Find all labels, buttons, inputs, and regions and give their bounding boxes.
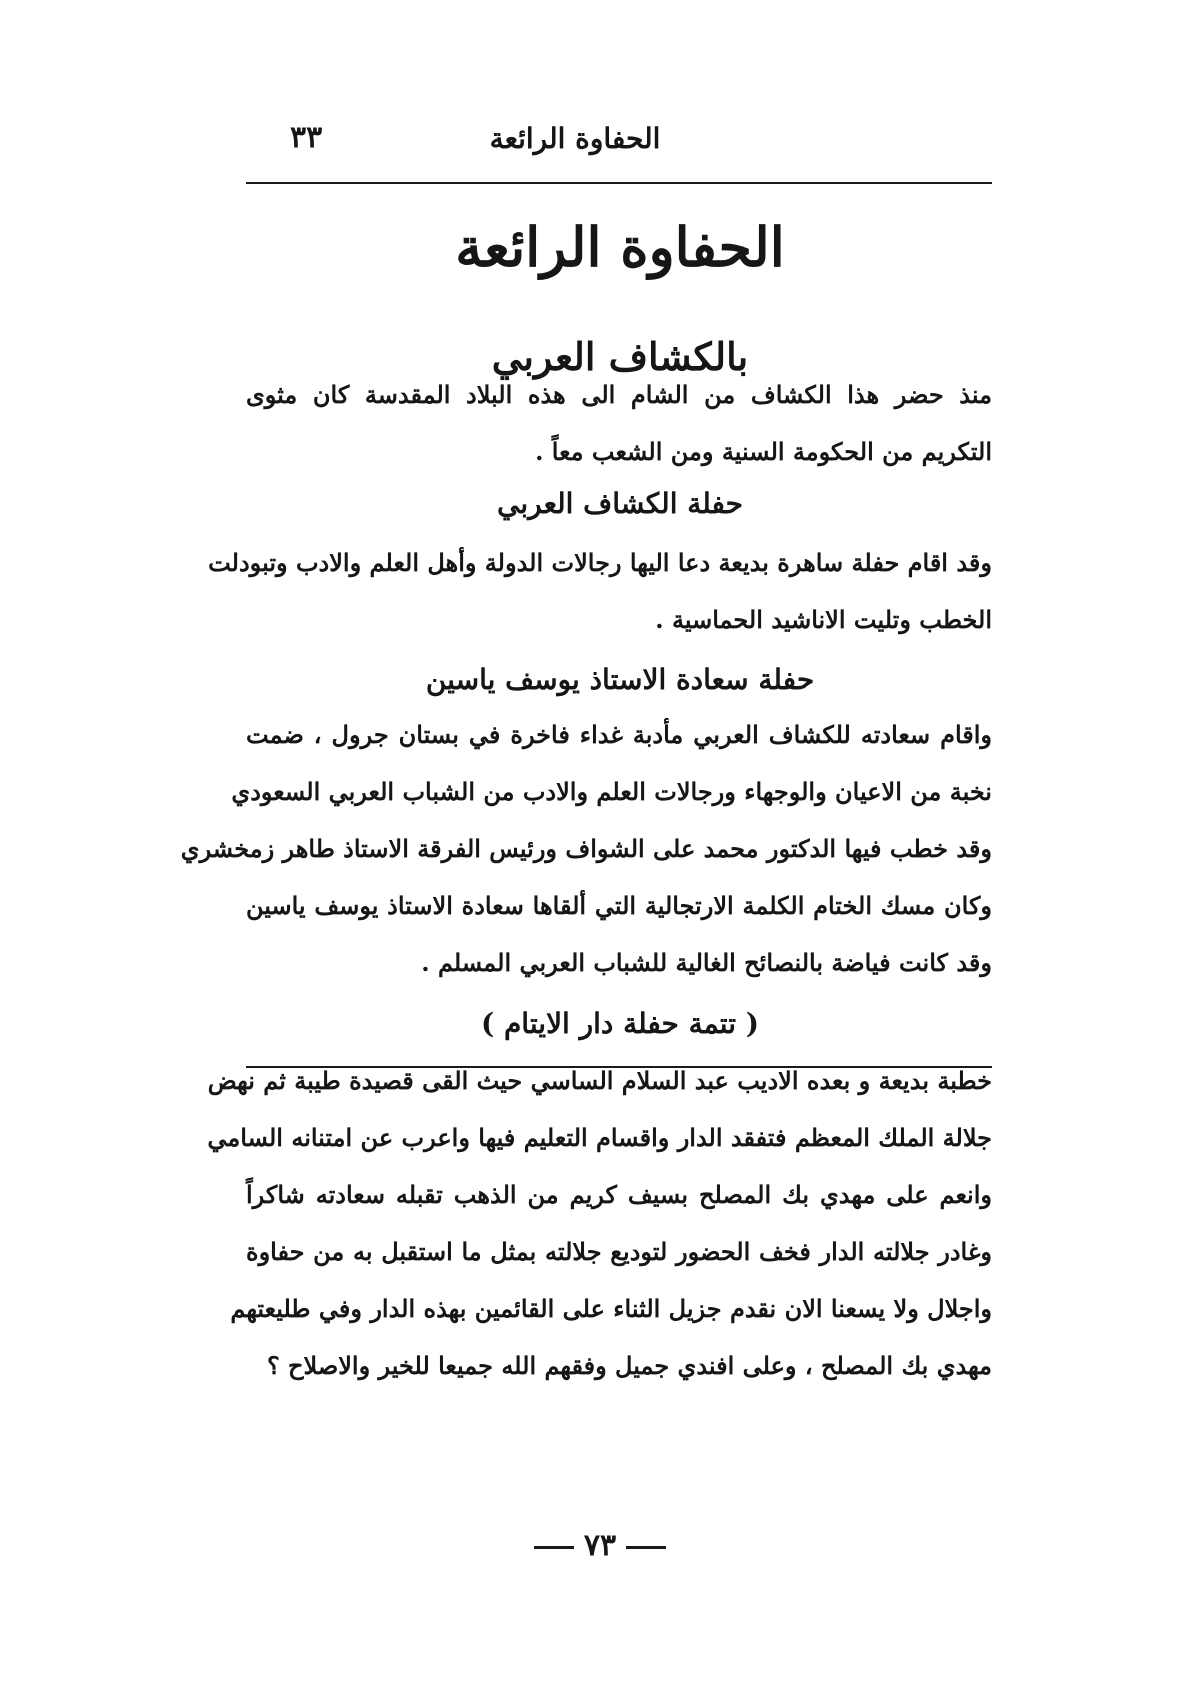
paragraph-line: واقام سعادته للكشاف العربي مأدبة غداء فاخرة في بستان جرول ، ضمت (246, 720, 992, 749)
footer-page-number (0, 1528, 1200, 1563)
paragraph-line: وقد كانت فياضة بالنصائح الغالية للشباب العربي المسلم . (421, 948, 992, 977)
paragraph-line: وقد اقام حفلة ساهرة بديعة دعا اليها رجالات الدولة وأهل العلم والادب وتبودلت (208, 548, 992, 577)
paragraph-line: الخطب وتليت الاناشيد الحماسية . (655, 605, 992, 634)
intro-paragraph (246, 366, 992, 480)
section-heading-yusuf-yasin-party: حفلة سعادة الاستاذ يوسف ياسين (425, 663, 815, 696)
scout-party-paragraph (208, 534, 992, 648)
paragraph-line: جلالة الملك المعظم فتفقد الدار واقسام التعليم فيها واعرب عن امتنانه السامي (207, 1123, 992, 1152)
paragraph-line: وكان مسك الختام الكلمة الارتجالية التي ألقاها سعادة الاستاذ يوسف ياسين (246, 891, 992, 920)
footer-dash-left (534, 1546, 574, 1549)
running-title: الحفاوة الرائعة (489, 122, 661, 155)
section-heading-scout-party: حفلة الكشاف العربي (497, 487, 743, 520)
paragraph-line: وانعم على مهدي بك المصلح بسيف كريم من الذهب تقبله سعادته شاكراً (246, 1180, 992, 1209)
paragraph-line: مهدي بك المصلح ، وعلى افندي جميل وفقهم الله جميعا للخير والاصلاح ؟ (266, 1351, 992, 1380)
yusuf-yasin-paragraph (180, 706, 992, 991)
continuation-heading: ( تتمة حفلة دار الايتام ) (480, 1007, 760, 1040)
header-rule (246, 182, 992, 184)
running-header (250, 118, 990, 168)
header-page-number: ٣٣ (290, 120, 323, 155)
paragraph-line: وغادر جلالته الدار فخف الحضور لتوديع جلالته بمثل ما استقبل به من حفاوة (246, 1237, 992, 1266)
footer-page-number-text: ٧٣ (583, 1528, 617, 1563)
paragraph-line: وقد خطب فيها الدكتور محمد على الشواف ورئيس الفرقة الاستاذ طاهر زمخشري (180, 834, 992, 863)
paragraph-line: التكريم من الحكومة السنية ومن الشعب معاً . (535, 437, 992, 466)
article-title: الحفاوة الرائعة (455, 215, 785, 279)
paragraph-line: واجلال ولا يسعنا الان نقدم جزيل الثناء على القائمين بهذه الدار وفي طليعتهم (230, 1294, 992, 1323)
paragraph-line: نخبة من الاعيان والوجهاء ورجالات العلم والادب من الشباب العربي السعودي (231, 777, 992, 806)
footer-dash-right (626, 1546, 666, 1549)
paragraph-line: منذ حضر هذا الكشاف من الشام الى هذه البلاد المقدسة كان مثوى (246, 380, 992, 409)
article-subtitle: بالكشاف العربي (491, 334, 749, 379)
continuation-paragraph (207, 1052, 992, 1394)
paragraph-line: خطبة بديعة و بعده الاديب عبد السلام الساسي حيث القى قصيدة طيبة ثم نهض (207, 1066, 992, 1095)
